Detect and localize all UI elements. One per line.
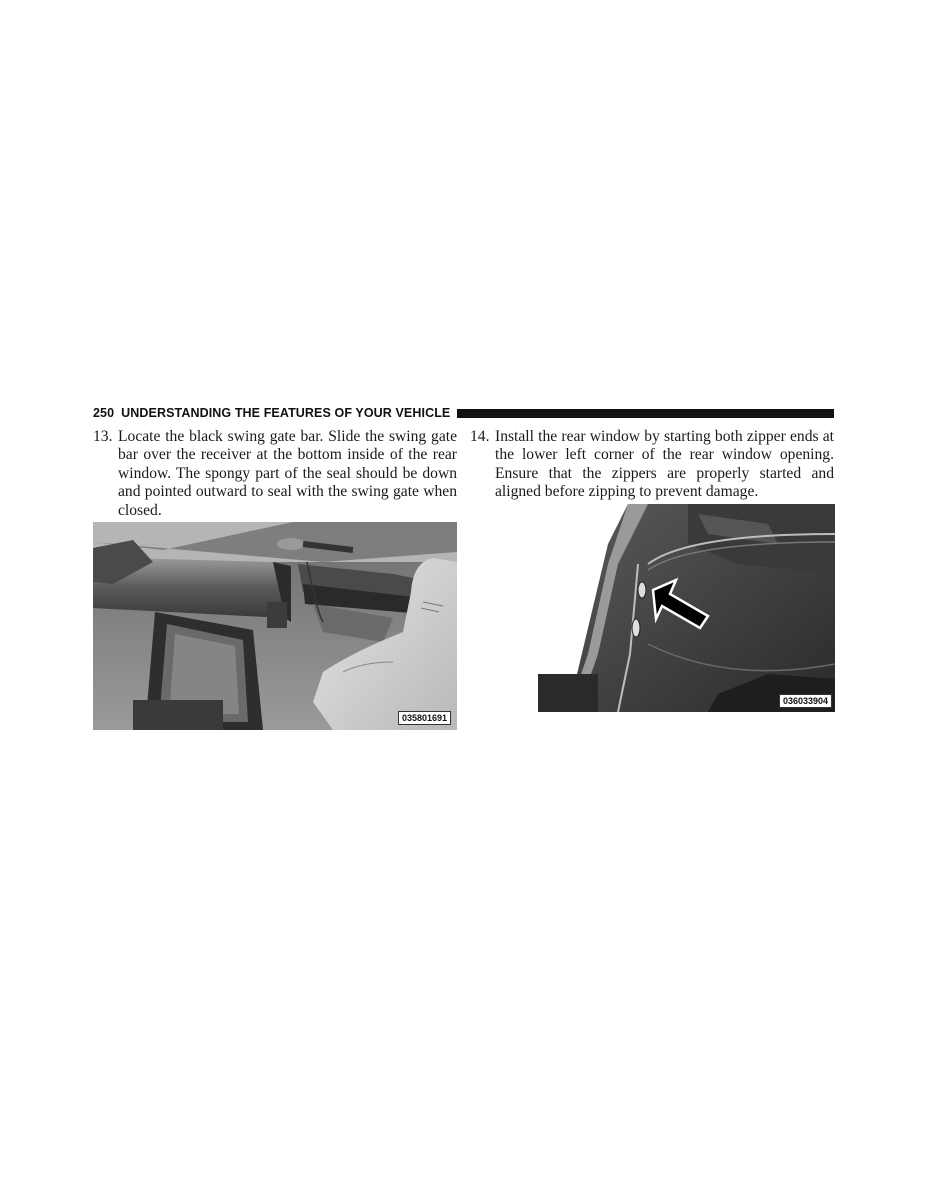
step-number: 14. (470, 428, 490, 445)
page-header (93, 405, 834, 421)
rear-window-zipper-illustration (538, 504, 835, 712)
step-number: 13. (93, 428, 113, 445)
swing-gate-bar-illustration (93, 522, 457, 730)
section-title: UNDERSTANDING THE FEATURES OF YOUR VEHICLE (121, 406, 451, 420)
rear-window-zipper-drawing (538, 504, 835, 712)
figure-code: 035801691 (398, 711, 451, 725)
step-13 (93, 428, 457, 520)
figure-code: 036033904 (779, 694, 832, 708)
header-rule (457, 409, 834, 418)
step-14 (470, 428, 834, 502)
page-number: 250 (93, 406, 115, 420)
step-text: Locate the black swing gate bar. Slide the swing gate bar over the receiver at the bottom inside of the rear window. The spongy part of the seal should be down and pointed outward to seal with the swing gate when closed. (118, 428, 457, 519)
step-text: Install the rear window by starting both zipper ends at the lower left corner of the rear window opening. Ensure that the zippers are properly started and aligned before zipping to prevent damage. (495, 428, 834, 501)
swing-gate-bar-drawing (93, 522, 457, 730)
